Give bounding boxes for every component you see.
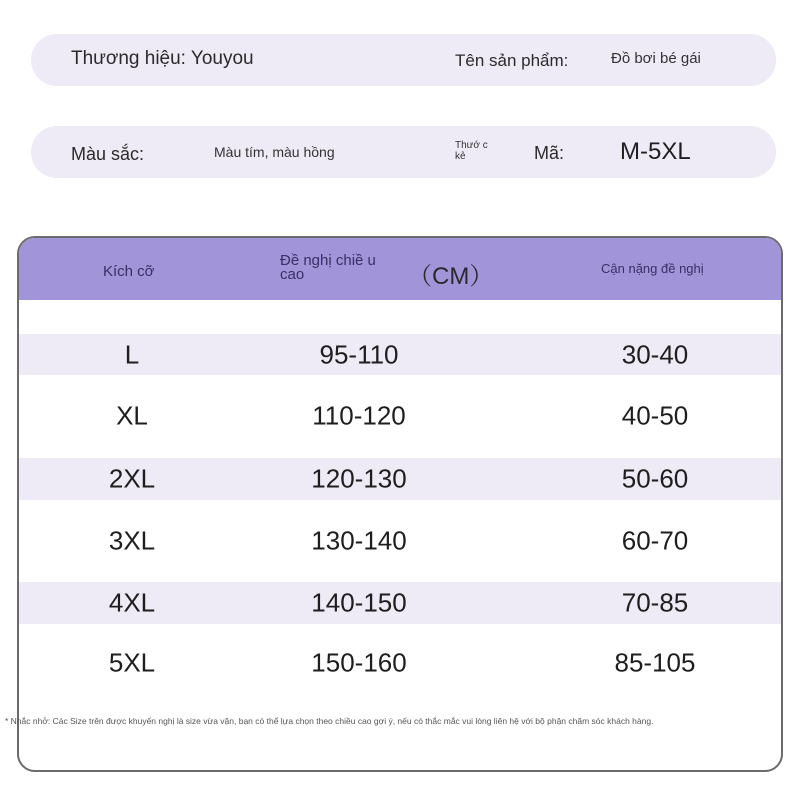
footnote: * Nhắc nhở: Các Size trên được khuyến nghị là size vừa vặn, bạn có thể lựa chọn theo chiều cao gợi ý, nếu có thắc mắc vui lòng liên hệ với bộ phận chăm sóc khách hàng.	[5, 716, 654, 726]
product-name-label: Tên sản phẩm:	[455, 51, 569, 70]
row-size: 3XL	[108, 525, 156, 556]
header-height: Đề nghị chiề u cao	[280, 252, 376, 283]
table-row	[19, 582, 781, 624]
code-value: M-5XL	[620, 138, 691, 165]
table-row	[19, 375, 781, 457]
table-row	[19, 458, 781, 500]
info-bar-details	[31, 126, 776, 178]
row-height: 140-150	[311, 587, 407, 618]
row-size: 4XL	[108, 587, 156, 618]
header-weight: Cận nặng đề nghị	[601, 261, 704, 276]
row-size: XL	[116, 400, 148, 431]
row-size: L	[124, 339, 140, 369]
brand-text: Thương hiệu: Youyou	[71, 48, 254, 69]
row-weight: 60-70	[621, 525, 689, 556]
row-height: 130-140	[311, 525, 407, 556]
row-height: 95-110	[319, 339, 399, 369]
row-size: 2XL	[108, 463, 156, 494]
table-row	[19, 624, 781, 702]
size-label: Thướ c kẻ	[455, 140, 488, 162]
row-weight: 40-50	[621, 400, 689, 431]
row-weight: 85-105	[614, 647, 696, 678]
table-row	[19, 500, 781, 582]
row-height: 120-130	[311, 463, 407, 494]
color-value: Màu tím, màu hồng	[214, 144, 335, 160]
product-name-value: Đồ bơi bé gái	[611, 50, 701, 67]
row-size: 5XL	[108, 647, 156, 678]
table-row	[19, 334, 781, 375]
row-height: 110-120	[312, 400, 406, 431]
row-weight: 70-85	[621, 587, 689, 618]
row-height: 150-160	[311, 647, 407, 678]
header-size: Kích cỡ	[103, 263, 155, 280]
color-label: Màu sắc:	[71, 144, 145, 164]
info-bar-brand	[31, 34, 776, 86]
header-unit: （CM）	[408, 263, 494, 290]
row-weight: 50-60	[621, 463, 689, 494]
row-weight: 30-40	[621, 339, 689, 369]
table-header	[19, 238, 781, 300]
code-label: Mã:	[534, 143, 565, 163]
size-chart-table	[17, 236, 783, 772]
